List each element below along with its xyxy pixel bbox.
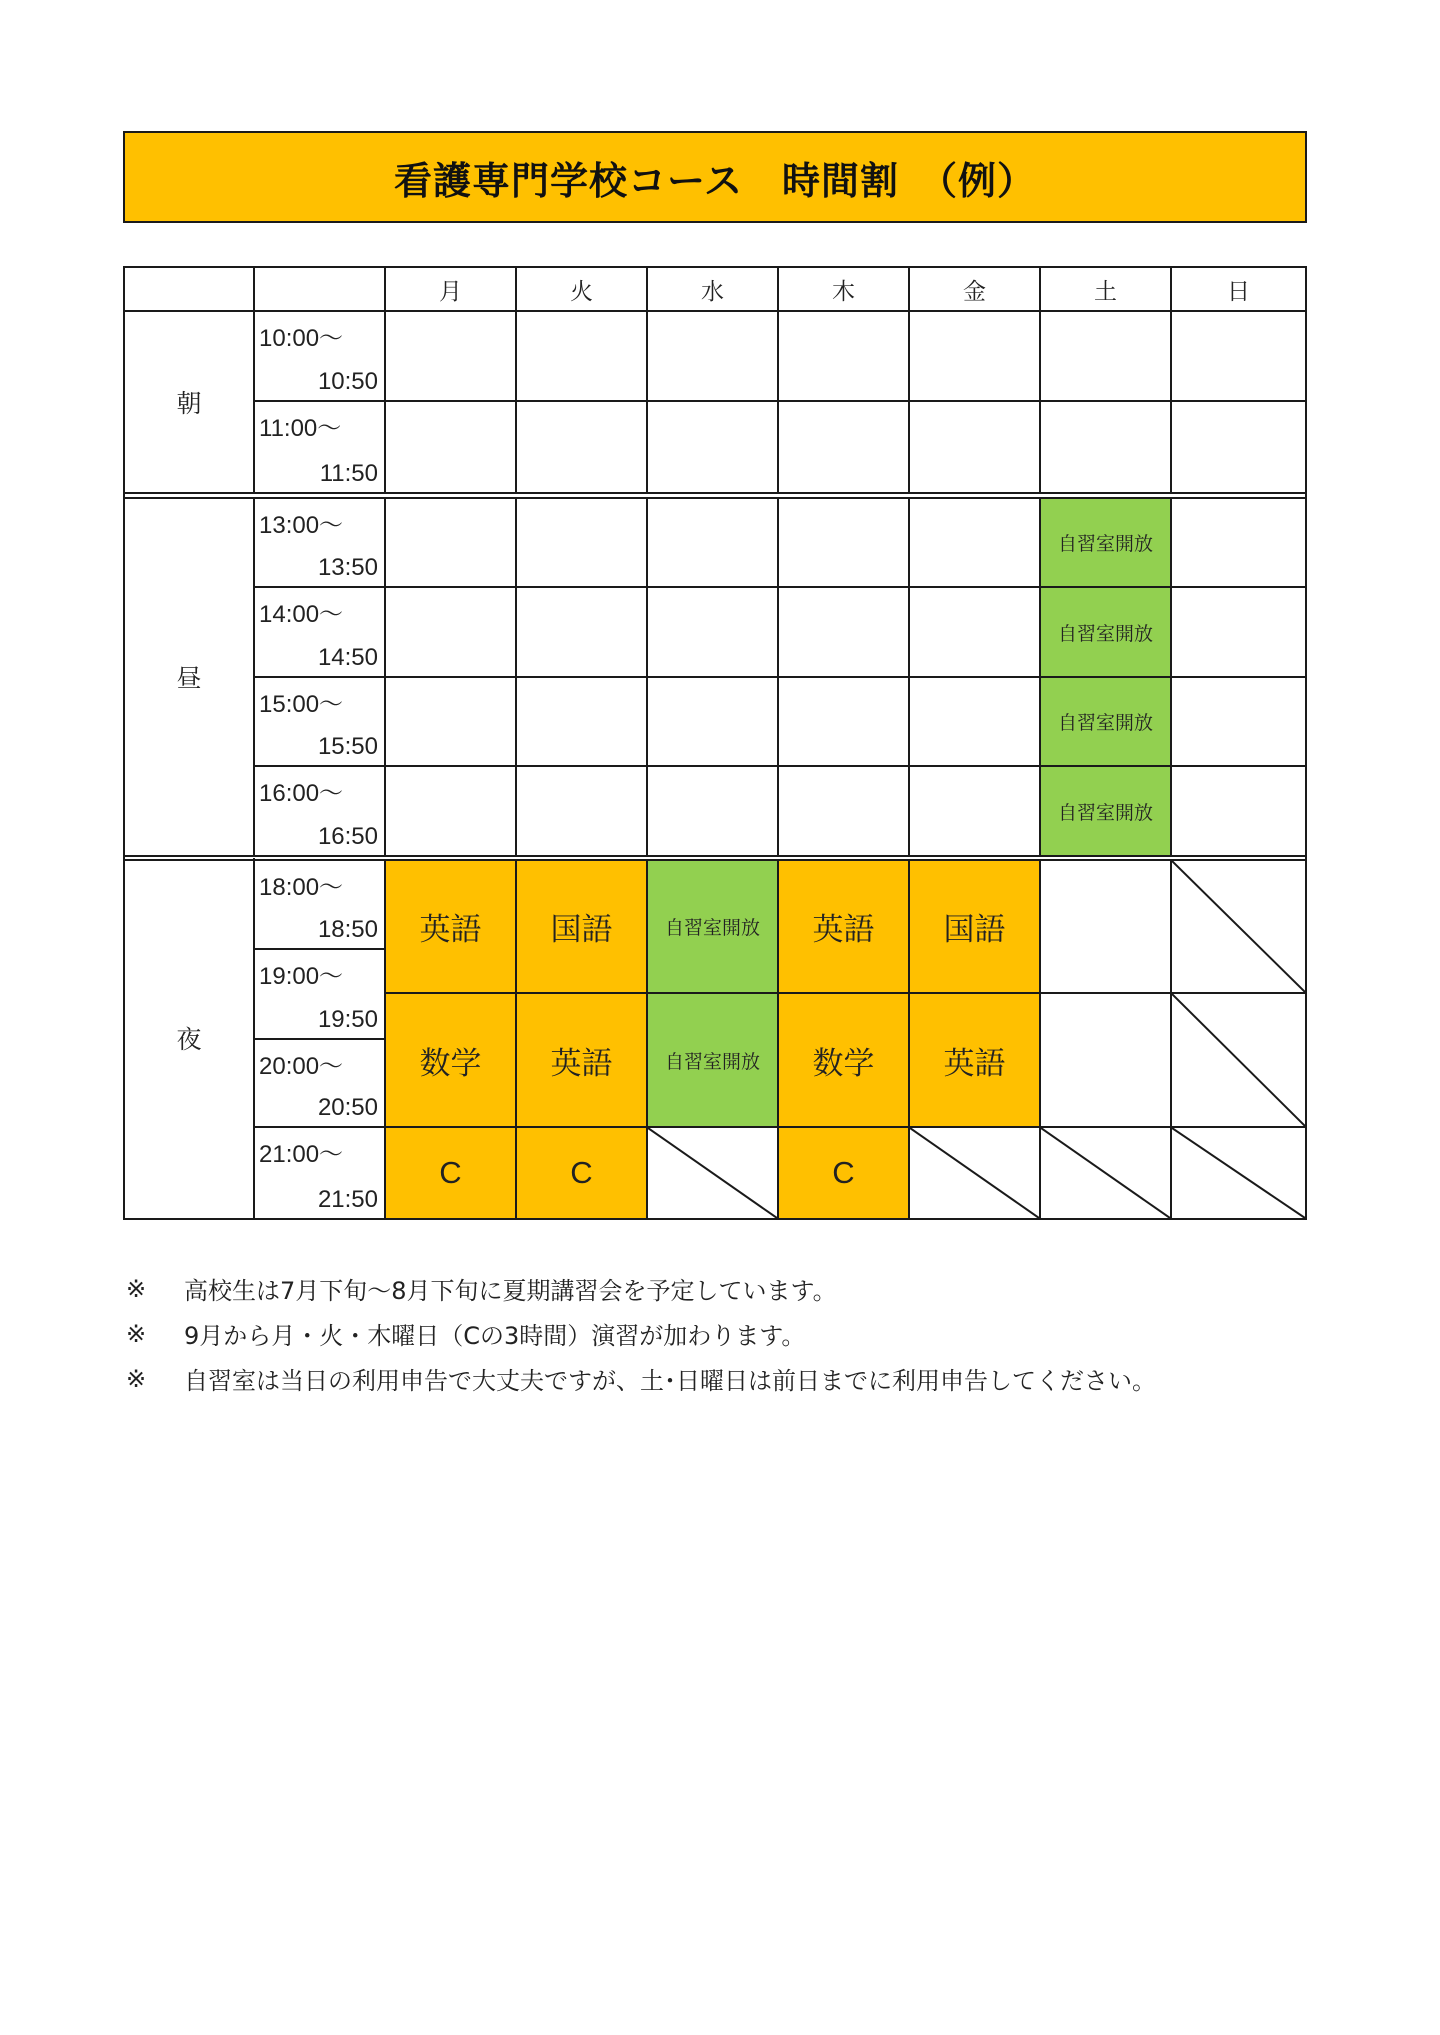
page-title: 看護専門学校コース 時間割 （例） (393, 158, 1037, 203)
night1-sat (1041, 861, 1172, 994)
morning-cell (648, 402, 779, 492)
night2-sun-slash (1172, 994, 1305, 1128)
noon-cell (648, 678, 779, 767)
noon-cell (648, 499, 779, 588)
divider-noon-night (125, 855, 1305, 857)
night1-mon: 英語 (386, 861, 517, 994)
morning-cell (910, 312, 1041, 402)
note-item: ※ 高校生は7月下旬〜8月下旬に夏期講習会を予定しています。 (126, 1274, 837, 1305)
morning-cell (386, 312, 517, 402)
divider-morning-noon (125, 492, 1305, 494)
night1-thu: 英語 (779, 861, 910, 994)
night3-tue: C (517, 1128, 648, 1218)
header-blank-time (255, 268, 386, 312)
noon-cell (1172, 678, 1305, 767)
period-morning: 朝 (125, 312, 255, 492)
noon-cell (517, 588, 648, 678)
night3-mon: C (386, 1128, 517, 1218)
noon-cell (517, 767, 648, 855)
noon-cell (386, 588, 517, 678)
noon-cell (779, 499, 910, 588)
noon-cell (910, 588, 1041, 678)
time-slot-5: 15:00〜 15:50 (255, 678, 386, 767)
noon-cell (779, 678, 910, 767)
night1-fri: 国語 (910, 861, 1041, 994)
noon-cell (1172, 767, 1305, 855)
night2-sat (1041, 994, 1172, 1128)
morning-cell (386, 402, 517, 492)
morning-cell (517, 312, 648, 402)
night3-wed-slash (648, 1128, 779, 1218)
noon-cell (648, 588, 779, 678)
noon-cell (779, 588, 910, 678)
night2-fri: 英語 (910, 994, 1041, 1128)
time-slot-7: 18:00〜 18:50 (255, 861, 386, 950)
day-header-sun: 日 (1172, 268, 1305, 312)
day-header-tue: 火 (517, 268, 648, 312)
day-header-fri: 金 (910, 268, 1041, 312)
noon-sat-study-room: 自習室開放 (1041, 588, 1172, 678)
noon-cell (910, 499, 1041, 588)
timetable-grid (123, 266, 1307, 1220)
note-item: ※ 自習室は当日の利用申告で大丈夫ですが、土･日曜日は前日までに利用申告してください。 (126, 1364, 1156, 1395)
time-slot-9: 20:00〜 20:50 (255, 1040, 386, 1128)
night1-sun-slash (1172, 861, 1305, 994)
night2-thu: 数学 (779, 994, 910, 1128)
time-slot-1: 10:00〜 10:50 (255, 312, 386, 402)
morning-cell (1172, 312, 1305, 402)
morning-cell (779, 312, 910, 402)
morning-cell (1041, 402, 1172, 492)
noon-cell (648, 767, 779, 855)
morning-cell (910, 402, 1041, 492)
noon-cell (910, 678, 1041, 767)
night3-sun-slash (1172, 1128, 1305, 1218)
morning-cell (779, 402, 910, 492)
morning-cell (1041, 312, 1172, 402)
time-slot-6: 16:00〜 16:50 (255, 767, 386, 855)
night2-tue: 英語 (517, 994, 648, 1128)
notes-section (126, 1266, 1306, 1401)
noon-cell (779, 767, 910, 855)
noon-cell (910, 767, 1041, 855)
day-header-sat: 土 (1041, 268, 1172, 312)
night3-sat-slash (1041, 1128, 1172, 1218)
time-slot-4: 14:00〜 14:50 (255, 588, 386, 678)
noon-sat-study-room: 自習室開放 (1041, 499, 1172, 588)
night3-fri-slash (910, 1128, 1041, 1218)
time-slot-2: 11:00〜 11:50 (255, 402, 386, 492)
day-header-wed: 水 (648, 268, 779, 312)
noon-cell (386, 499, 517, 588)
title-banner (123, 131, 1307, 223)
day-header-mon: 月 (386, 268, 517, 312)
noon-cell (386, 678, 517, 767)
morning-cell (517, 402, 648, 492)
day-header-thu: 木 (779, 268, 910, 312)
time-slot-8: 19:00〜 19:50 (255, 950, 386, 1040)
period-night: 夜 (125, 858, 255, 1218)
night2-wed: 自習室開放 (648, 994, 779, 1128)
header-blank-period (125, 268, 255, 312)
night3-thu: C (779, 1128, 910, 1218)
night1-wed: 自習室開放 (648, 861, 779, 994)
period-noon: 昼 (125, 498, 255, 856)
noon-cell (386, 767, 517, 855)
time-slot-10: 21:00〜 21:50 (255, 1128, 386, 1218)
noon-cell (517, 499, 648, 588)
noon-cell (1172, 499, 1305, 588)
night1-tue: 国語 (517, 861, 648, 994)
noon-sat-study-room: 自習室開放 (1041, 678, 1172, 767)
noon-cell (1172, 588, 1305, 678)
time-slot-3: 13:00〜 13:50 (255, 499, 386, 588)
noon-cell (517, 678, 648, 767)
morning-cell (1172, 402, 1305, 492)
noon-sat-study-room: 自習室開放 (1041, 767, 1172, 855)
note-item: ※ 9月から月・火・木曜日（Cの3時間）演習が加わります。 (126, 1319, 806, 1350)
night2-mon: 数学 (386, 994, 517, 1128)
morning-cell (648, 312, 779, 402)
